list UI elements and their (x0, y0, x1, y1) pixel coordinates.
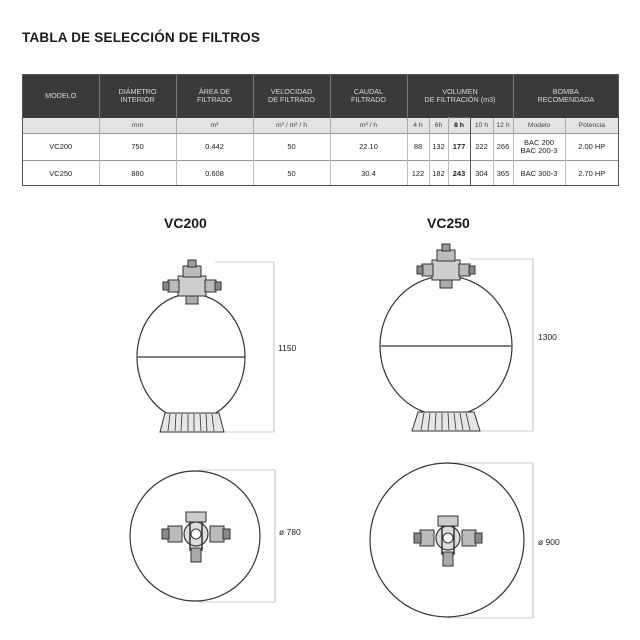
vc250-side-view (380, 244, 533, 431)
header-area: ÁREA DE FILTRADO (176, 75, 253, 118)
header-diametro: DIÁMETRO INTERIOR (99, 75, 176, 118)
unit-area: m² (176, 118, 253, 134)
vc200-label: VC200 (164, 215, 207, 231)
header-velocidad: VELOCIDAD DE FILTRADO (253, 75, 330, 118)
cell-8h: 243 (448, 161, 470, 187)
cell-10h: 222 (470, 134, 493, 161)
unit-12h: 12 h (493, 118, 513, 134)
cell-4h: 122 (407, 161, 429, 187)
cell-modelo: VC250 (23, 161, 99, 187)
vc200-height-dimension: 1150 (278, 343, 297, 353)
unit-8h: 8 h (448, 118, 470, 134)
cell-area: 0.442 (176, 134, 253, 161)
cell-area: 0.608 (176, 161, 253, 187)
header-modelo: MODELO (23, 75, 99, 118)
cell-10h: 304 (470, 161, 493, 187)
vc250-label: VC250 (427, 215, 470, 231)
unit-caudal: m³ / h (330, 118, 407, 134)
header-volumen: VOLUMEN DE FILTRACIÓN (m3) (407, 75, 513, 118)
cell-velocidad: 50 (253, 161, 330, 187)
vc200-diameter-dimension: ø 780 (279, 527, 301, 537)
unit-potencia: Potencia (565, 118, 618, 134)
vc200-side-view (137, 260, 274, 432)
vc250-top-view (370, 463, 533, 618)
unit-6h: 6h (429, 118, 448, 134)
header-bomba: BOMBA RECOMENDADA (513, 75, 618, 118)
cell-diametro: 880 (99, 161, 176, 187)
vc250-diameter-dimension: ø 900 (538, 537, 560, 547)
page-title: TABLA DE SELECCIÓN DE FILTROS (22, 30, 261, 45)
cell-bomba: BAC 200 BAC 200-3 (513, 134, 565, 161)
cell-6h: 182 (429, 161, 448, 187)
unit-modelo-bomba: Modelo (513, 118, 565, 134)
cell-12h: 266 (493, 134, 513, 161)
unit-velocidad: m³ / m² / h (253, 118, 330, 134)
cell-diametro: 750 (99, 134, 176, 161)
cell-potencia: 2.00 HP (565, 134, 618, 161)
cell-12h: 365 (493, 161, 513, 187)
unit-4h: 4 h (407, 118, 429, 134)
unit-diametro: mm (99, 118, 176, 134)
cell-caudal: 30.4 (330, 161, 407, 187)
cell-potencia: 2.70 HP (565, 161, 618, 187)
cell-velocidad: 50 (253, 134, 330, 161)
cell-8h: 177 (448, 134, 470, 161)
cell-6h: 132 (429, 134, 448, 161)
cell-4h: 88 (407, 134, 429, 161)
header-caudal: CAUDAL FILTRADO (330, 75, 407, 118)
cell-modelo: VC200 (23, 134, 99, 161)
vc200-top-view (130, 470, 275, 602)
cell-caudal: 22.10 (330, 134, 407, 161)
unit-10h: 10 h (470, 118, 493, 134)
cell-bomba: BAC 300-3 (513, 161, 565, 187)
vc250-height-dimension: 1300 (538, 332, 557, 342)
